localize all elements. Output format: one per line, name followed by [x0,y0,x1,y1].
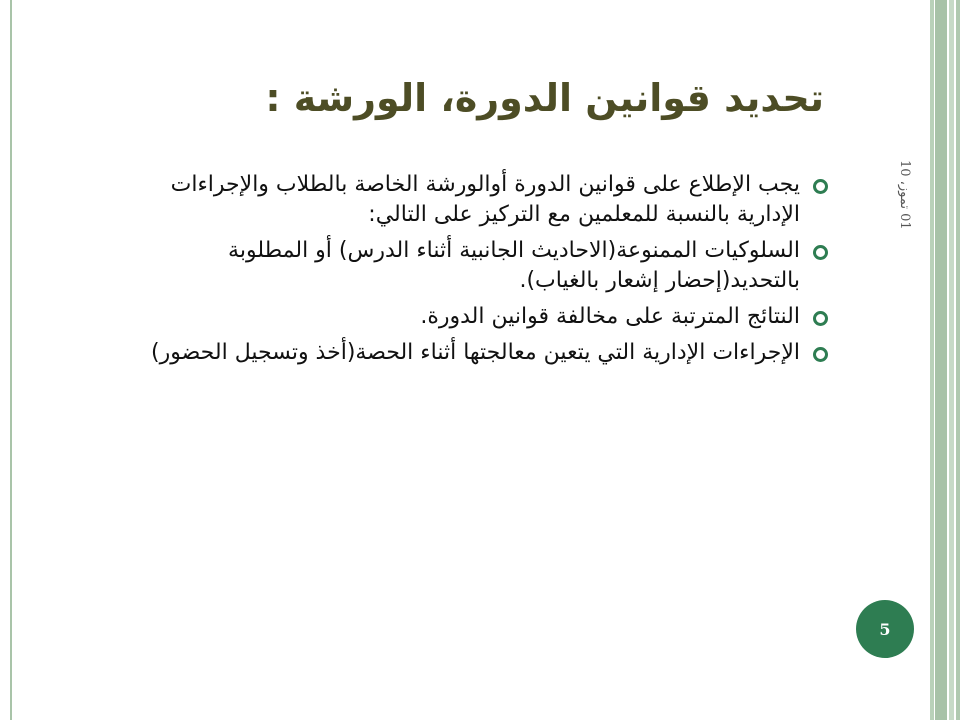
bullet-text: النتائج المترتبة على مخالفة قوانين الدورة. [420,304,800,329]
bullet-item [120,338,830,368]
bullet-text: السلوكيات الممنوعة(الاحاديث الجانبية أثناء الدرس) أو المطلوبة بالتحديد(إحضار إشعار بالغياب). [228,238,800,293]
bullet-list [120,170,830,368]
ring-bullet-icon [813,179,828,194]
decorative-rails [924,0,960,720]
bullet-text: الإجراءات الإدارية التي يتعين معالجتها أثناء الحصة(أخذ وتسجيل الحضور) [151,340,800,365]
date-label: 01 تموز، 10 [897,160,912,230]
page-number-badge [856,600,914,658]
slide-title: تحديد قوانين الدورة، الورشة : [265,76,824,120]
ring-bullet-icon [813,245,828,260]
rail-line [930,0,934,720]
rail-line [949,0,954,720]
rail-line [935,0,947,720]
bullet-item [120,302,830,332]
ring-bullet-icon [813,347,828,362]
slide-content [120,170,830,374]
rail-line [956,0,960,720]
bullet-text: يجب الإطلاع على قوانين الدورة أوالورشة الخاصة بالطلاب والإجراءات الإدارية بالنسبة للمعلمين مع التركيز على التالي: [170,172,800,227]
bullet-item [120,236,830,296]
bullet-item [120,170,830,230]
page-number: 5 [879,619,891,639]
ring-bullet-icon [813,311,828,326]
